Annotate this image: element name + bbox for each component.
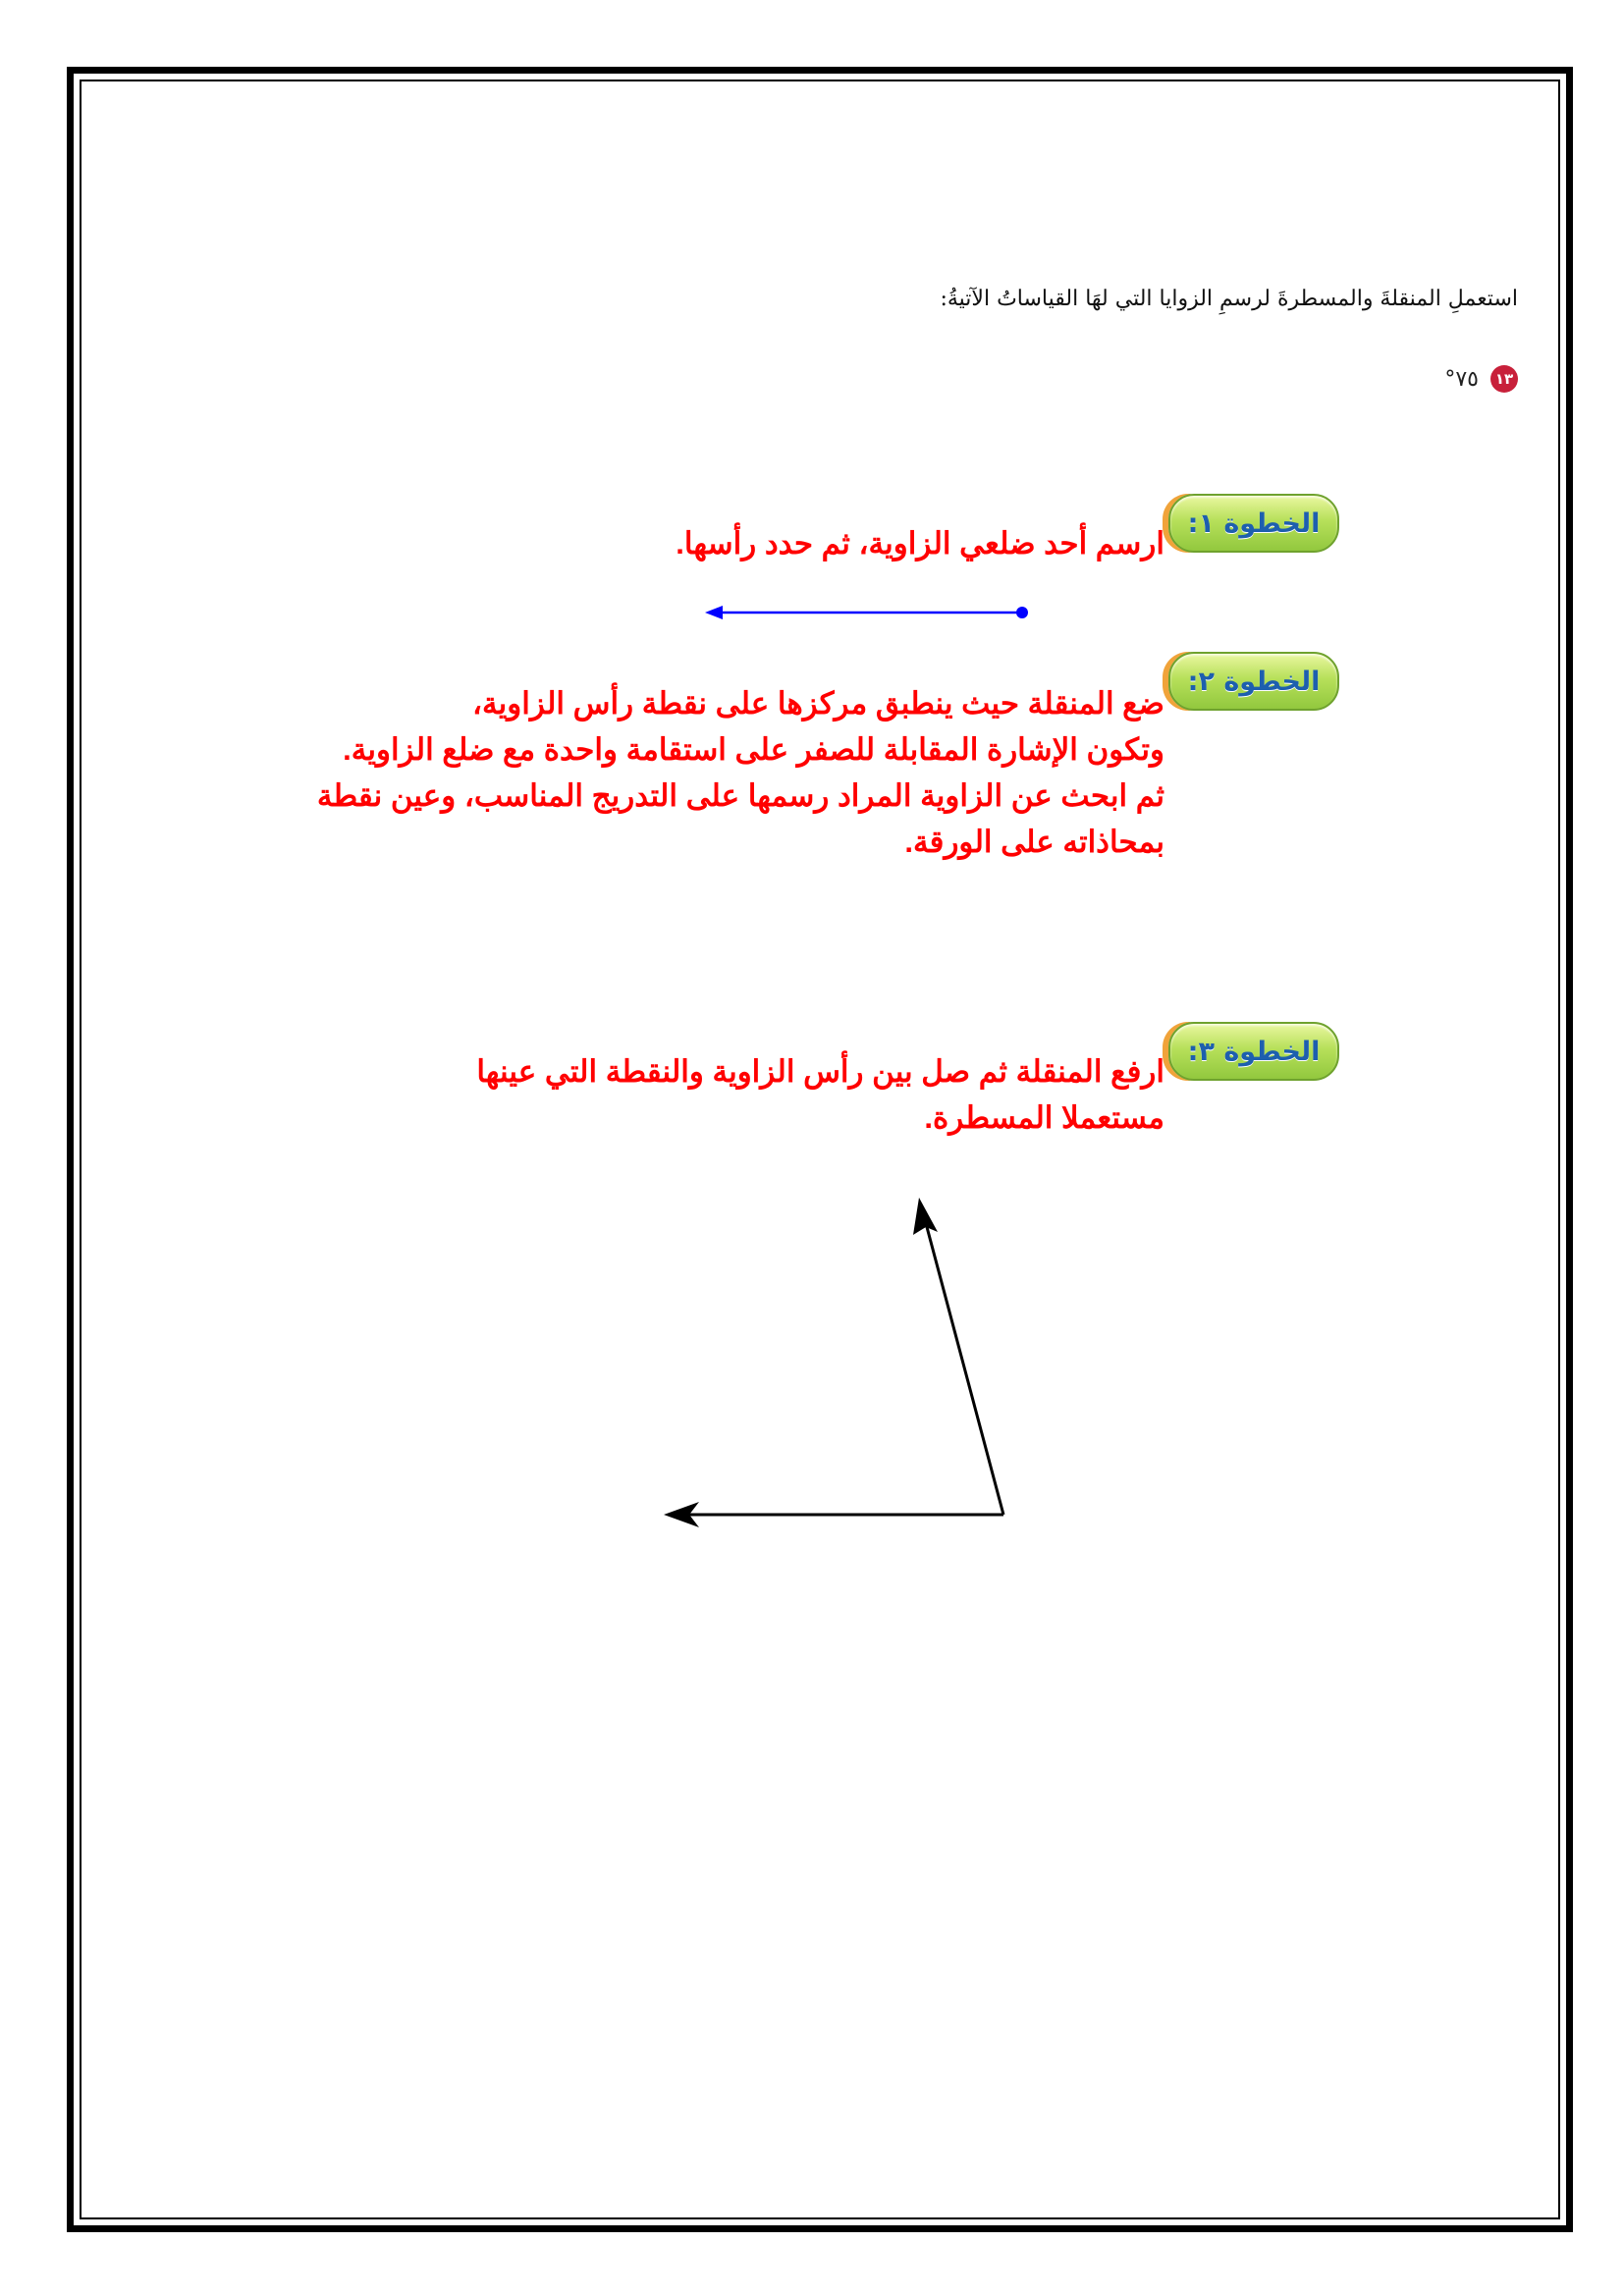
angle-side-arrowhead	[913, 1198, 938, 1235]
step-2-line: ثم ابحث عن الزاوية المراد رسمها على التدريج المناسب، وعين نقطة	[316, 778, 1164, 813]
step-2-badge: الخطوة ٢:	[1168, 652, 1339, 711]
step-3-line: ارفع المنقلة ثم صل بين رأس الزاوية والنقطة التي عينها	[476, 1054, 1164, 1089]
step-3-line: مستعملا المسطرة.	[924, 1100, 1164, 1135]
exercise-angle-value: ٧٥°	[1444, 366, 1479, 392]
step-1-badge: الخطوة ١:	[1168, 494, 1339, 553]
step-2-line: بمحاذاته على الورقة.	[904, 825, 1164, 859]
step-3-badge: الخطوة ٣:	[1168, 1022, 1339, 1081]
angle-side-ray	[923, 1212, 1003, 1515]
step-1-line: ارسم أحد ضلعي الزاوية، ثم حدد رأسها.	[676, 526, 1164, 561]
blue-ray-vertex-point	[1016, 607, 1028, 618]
blue-ray-arrowhead	[705, 606, 723, 619]
step-2-line: ضع المنقلة حيث ينطبق مركزها على نقطة رأس الزاوية،	[472, 686, 1164, 721]
blue-ray-figure	[705, 606, 1028, 619]
step-2-line: وتكون الإشارة المقابلة للصفر على استقامة واحدة مع ضلع الزاوية.	[343, 732, 1164, 767]
instruction-text: استعملِ المنقلةَ والمسطرةَ لرسمِ الزوايا التي لهَا القياساتُ الآتيةُ:	[940, 287, 1518, 311]
exercise-number-badge: ١٣	[1490, 365, 1518, 393]
angle-drawing	[664, 1198, 1003, 1527]
